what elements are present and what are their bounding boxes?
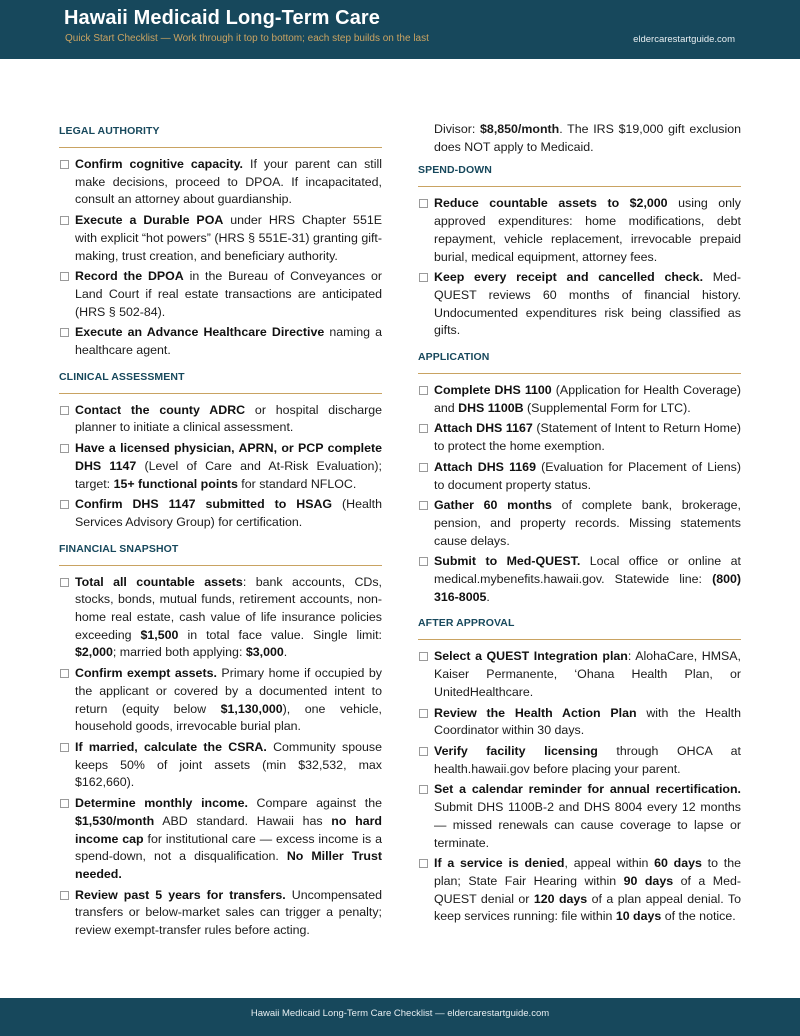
checklist [59, 156, 382, 360]
checklist-item [418, 420, 741, 455]
checklist-item [59, 665, 382, 736]
checklist-item [418, 743, 741, 778]
bold-text: $2,000 [75, 645, 113, 660]
bold-text: Execute an Advance Healthcare Directive [75, 325, 325, 340]
bold-text: Have a licensed physician, APRN, or PCP complete DHS 1147 [75, 441, 382, 473]
body-text: (Supplemental Form for LTC). [523, 400, 691, 415]
checklist-item [418, 705, 741, 740]
checklist [418, 195, 741, 340]
bold-text: Review past 5 years for transfers. [75, 887, 286, 902]
checklist-item [59, 268, 382, 321]
checkbox[interactable] [60, 669, 69, 678]
checklist [418, 648, 741, 926]
checkbox[interactable] [60, 891, 69, 900]
bold-text: DHS 1100B [458, 400, 524, 415]
bold-text: $1,530/month [75, 813, 155, 828]
checklist [59, 574, 382, 940]
checklist-item [59, 212, 382, 265]
section-heading: SPEND-DOWN [418, 164, 741, 187]
body-text: (Statement of Intent to Return Home) to protect the home exemption. [434, 421, 742, 454]
body-text: Community spouse keeps 50% of joint assets (min $32,532, max $162,660). [75, 739, 382, 790]
checklist-item [418, 459, 741, 494]
body-text: . [283, 645, 288, 660]
checklist-item [59, 795, 382, 884]
body-text: using only approved expenditures: home modifications, debt repayment, vehicle replacement, irrevocable prepaid burial, medical equipment, attorney fees. [434, 196, 741, 264]
body-text: Submit DHS 1100B-2 and DHS 8004 every 12 months — missed renewals can cause coverage to lapse or terminate. [434, 800, 741, 850]
checkbox[interactable] [60, 500, 69, 509]
body-text: of the notice. [661, 909, 736, 924]
bold-text: $8,850/month [480, 122, 560, 136]
body-text: (Health Services Advisory Group) for certification. [75, 497, 382, 529]
checklist [418, 382, 741, 606]
bold-text: Verify facility licensing [434, 743, 598, 758]
bold-text: 90 days [623, 873, 674, 888]
checklist [59, 402, 382, 532]
bold-text: Record the DPOA [75, 269, 184, 284]
checkbox[interactable] [419, 463, 428, 472]
bold-text: $1,130,000 [220, 701, 283, 716]
bold-text: Review the Health Action Plan [434, 705, 637, 720]
bold-text: Gather 60 months [434, 498, 552, 513]
bold-text: no hard income cap [75, 813, 382, 846]
checklist-item [418, 781, 741, 852]
bold-text: (800) 316-8005 [434, 572, 741, 604]
section-after-approval [418, 617, 741, 926]
bold-text: Confirm cognitive capacity. [75, 157, 243, 171]
bold-text: Attach DHS 1169 [434, 459, 536, 474]
checkbox[interactable] [60, 406, 69, 415]
checklist-item [418, 497, 741, 550]
bold-text: Confirm exempt assets. [75, 666, 217, 681]
footer-text: Hawaii Medicaid Long-Term Care Checklist — eldercarestartguide.com [250, 1008, 550, 1019]
section-heading: CLINICAL ASSESSMENT [59, 371, 382, 394]
section-spend-down [418, 164, 741, 340]
body-text: (Evaluation for Placement of Liens) to document property status. [434, 459, 741, 492]
body-text: , appeal within [564, 856, 655, 871]
body-text: with the Health Coordinator within 30 days. [434, 705, 741, 738]
body-text: of a Med-QUEST denial or [434, 873, 742, 906]
body-text: for institutional care — excess income is a spend-down, not a disqualification. [75, 831, 382, 864]
bold-text: Execute a Durable POA [75, 213, 224, 228]
section-application [418, 351, 741, 606]
checkbox[interactable] [419, 424, 428, 433]
bold-text: No Miller Trust needed. [75, 849, 382, 881]
body-text: through OHCA at health.hawaii.gov before placing your parent. [434, 743, 741, 776]
body-text: . [486, 589, 490, 604]
section-heading: APPLICATION [418, 351, 741, 374]
body-text: Med-QUEST reviews 60 months of financial history. Undocumented expenditures risk being classified as gifts. [434, 270, 741, 338]
body-text: in total face value. Single limit: [178, 627, 382, 642]
checkbox[interactable] [419, 652, 428, 661]
checkbox[interactable] [419, 859, 428, 868]
checkbox[interactable] [419, 273, 428, 282]
right-column [418, 121, 741, 937]
body-text: Local office or online at medical.mybenefits.hawaii.gov. Statewide line: [434, 554, 741, 587]
body-text: : bank accounts, CDs, stocks, bonds, mutual funds, retirement accounts, non-home real estate, cash value of life insurance policies exceeding [75, 574, 382, 642]
section-heading: FINANCIAL SNAPSHOT [59, 543, 382, 566]
bold-text: Submit to Med-QUEST. [434, 554, 581, 569]
body-text: ; married both applying: [112, 645, 246, 660]
bold-text: Keep every receipt and cancelled check. [434, 270, 704, 285]
checkbox[interactable] [419, 557, 428, 566]
checklist-item [59, 887, 382, 940]
bold-text: Confirm DHS 1147 submitted to HSAG [75, 497, 333, 512]
checklist-item [418, 553, 741, 606]
checkbox[interactable] [419, 785, 428, 794]
checkbox[interactable] [60, 216, 69, 225]
bold-text: Select a QUEST Integration plan [434, 649, 628, 664]
checkbox[interactable] [419, 709, 428, 718]
continued-item-text [418, 121, 741, 156]
checkbox[interactable] [60, 799, 69, 808]
checklist-item [59, 402, 382, 437]
checklist-item [418, 195, 741, 266]
bold-text: Contact the county ADRC [75, 402, 246, 417]
body-text: of a plan appeal denial. To keep services running: file within [434, 891, 742, 924]
body-text: for standard NFLOC. [237, 476, 357, 491]
checkbox[interactable] [60, 160, 69, 169]
bold-text: Attach DHS 1167 [434, 421, 533, 436]
bold-text: Reduce countable assets to $2,000 [434, 196, 668, 211]
bold-text: Set a calendar reminder for annual recertification. [434, 782, 741, 797]
checklist-item [418, 648, 741, 701]
body-text: Compare against the [247, 796, 382, 811]
checklist-item [418, 382, 741, 417]
body-text: to the plan; State Fair Hearing within [434, 856, 742, 888]
checkbox[interactable] [419, 501, 428, 510]
body-text: naming a healthcare agent. [75, 325, 383, 358]
checkbox[interactable] [60, 578, 69, 587]
checklist-item [59, 324, 382, 359]
body-text: ABD standard. Hawaii has [154, 813, 332, 828]
body-text: (Level of Care and At-Risk Evaluation); target: [75, 458, 382, 491]
body-text: : AlohaCare, HMSA, Kaiser Permanente, ‘Ohana Health Plan, or UnitedHealthcare. [434, 649, 741, 699]
checkbox[interactable] [419, 386, 428, 395]
bold-text: If a service is denied [434, 856, 565, 871]
body-text: Primary home if occupied by the applicant or covered by a documented intent to return (equity below [75, 666, 382, 716]
checkbox[interactable] [60, 444, 69, 453]
section-legal-authority [59, 125, 382, 360]
body-text: or hospital discharge planner to initiate a clinical assessment. [75, 402, 383, 435]
bold-text: Complete DHS 1100 [434, 383, 552, 398]
section-heading: LEGAL AUTHORITY [59, 125, 382, 148]
section-financial-snapshot [59, 543, 382, 940]
checklist-item [59, 739, 382, 792]
section-heading: AFTER APPROVAL [418, 617, 741, 640]
bold-text: $1,500 [140, 627, 179, 642]
left-column [59, 123, 382, 951]
body-text: . The IRS $19,000 gift exclusion does NOT apply to Medicaid. [434, 122, 741, 154]
body-text: in the Bureau of Conveyances or Land Court if real estate transactions are anticipated (HRS § 502-84). [75, 269, 382, 319]
checklist-item [59, 496, 382, 531]
bold-text: $3,000 [245, 645, 284, 660]
checklist-item [418, 269, 741, 340]
bold-text: 10 days [615, 909, 662, 924]
checklist-item [418, 855, 741, 926]
bold-text: Determine monthly income. [75, 796, 248, 811]
checklist-item [59, 156, 382, 209]
body-text: ), one vehicle, household goods, irrevocable burial plan. [75, 701, 382, 734]
bold-text: Total all countable assets [75, 574, 243, 589]
body-text: under HRS Chapter 551E with explicit “hot powers” (HRS § 551E-31) granting gift-making, trust creation, and beneficiary authority. [75, 213, 382, 263]
checkbox[interactable] [60, 328, 69, 337]
page-subtitle: Quick Start Checklist — Work through it top to bottom; each step builds on the last [65, 33, 429, 44]
bold-text: If married, calculate the CSRA. [75, 739, 267, 754]
body-text: Uncompensated transfers or below-market sales can trigger a penalty; review exempt-transfer rules before acting. [75, 887, 382, 938]
body-text: of complete bank, brokerage, pension, and property records. Missing statements cause delays. [434, 498, 741, 548]
checkbox[interactable] [419, 747, 428, 756]
checkbox[interactable] [419, 199, 428, 208]
checkbox[interactable] [60, 272, 69, 281]
page-header [0, 0, 800, 59]
bold-text: 60 days [654, 856, 702, 871]
checkbox[interactable] [60, 743, 69, 752]
site-url[interactable]: eldercarestartguide.com [633, 34, 735, 45]
page-footer [0, 998, 800, 1036]
checklist-item [59, 574, 382, 663]
body-text: (Application for Health Coverage) and [434, 383, 741, 415]
bold-text: 120 days [533, 891, 588, 906]
section-clinical-assessment [59, 371, 382, 532]
bold-text: 15+ functional points [113, 476, 238, 491]
page-title: Hawaii Medicaid Long-Term Care [64, 7, 381, 29]
checklist-item [59, 440, 382, 493]
body-text: Divisor: [434, 122, 481, 136]
body-text: If your parent can still make decisions, proceed to DPOA. If incapacitated, consult an attorney about guardianship. [75, 157, 382, 207]
